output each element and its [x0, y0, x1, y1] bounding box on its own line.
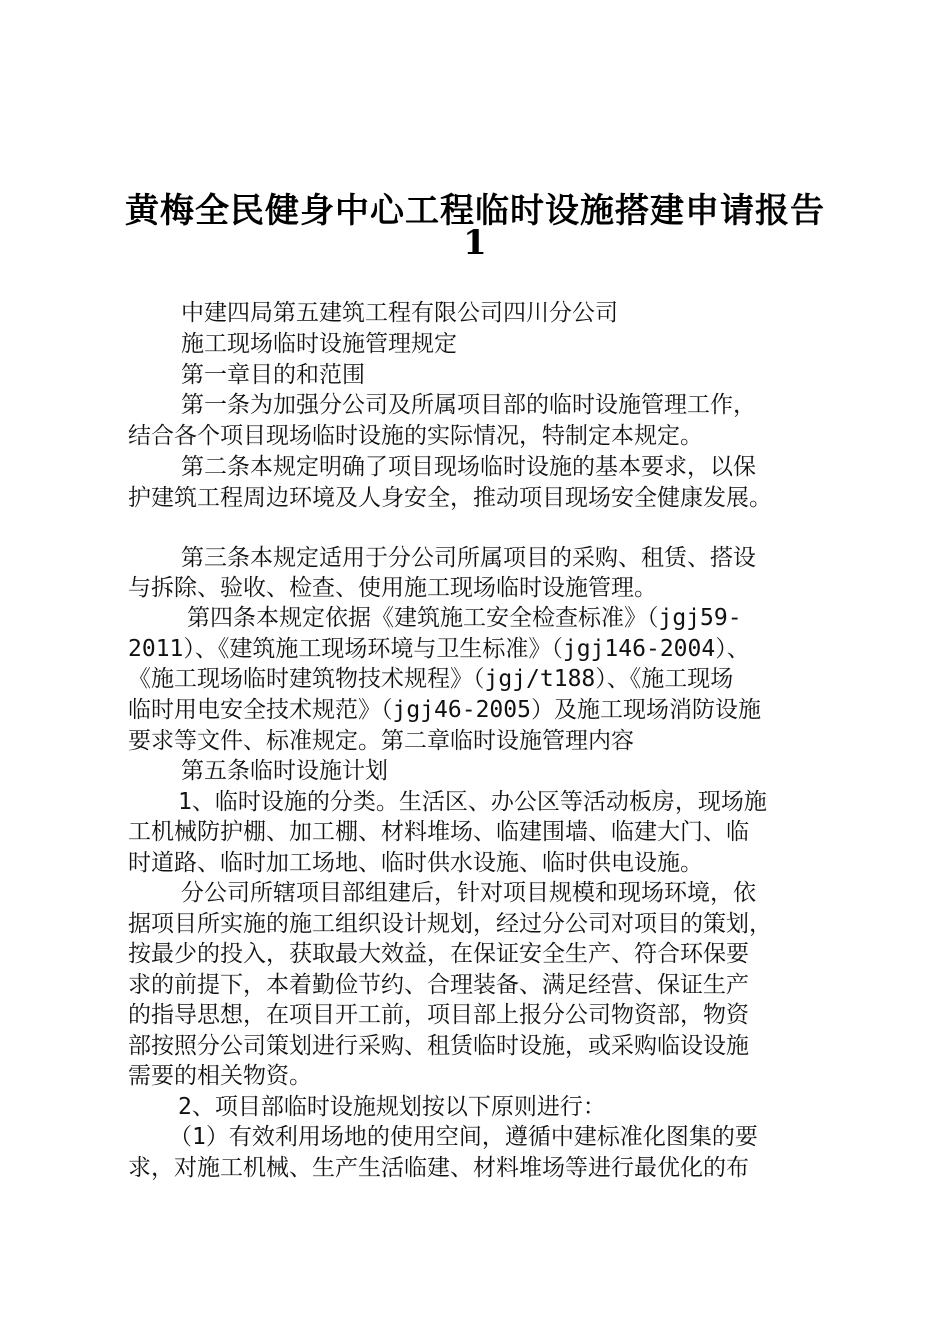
text-line: 与拆除、验收、检查、使用施工现场临时设施管理。 — [128, 575, 657, 601]
text-line: 《施工现场临时建筑物技术规程》（jgj/t188）、《施工现场 — [128, 666, 734, 692]
text-line: 护建筑工程周边环境及人身安全，推动项目现场安全健康发展。 — [128, 485, 772, 511]
text-line: 需要的相关物资。 — [128, 1063, 312, 1089]
text-line: 结合各个项目现场临时设施的实际情况，特制定本规定。 — [128, 423, 703, 449]
document-title: 黄梅全民健身中心工程临时设施搭建申请报告 — [125, 191, 825, 231]
text-line: 第四条本规定依据《建筑施工安全检查标准》（jgj59- — [187, 605, 742, 631]
text-line: 1、临时设施的分类。生活区、办公区等活动板房，现场施 — [178, 789, 767, 815]
text-line: 按最少的投入，获取最大效益，在保证安全生产、符合环保要 — [128, 941, 749, 967]
text-line: 据项目所实施的施工组织设计规划，经过分公司对项目的策划， — [128, 911, 772, 937]
text-line: 部按照分公司策划进行采购、租赁临时设施，或采购临设设施 — [128, 1033, 749, 1059]
text-line: 时道路、临时加工场地、临时供水设施、临时供电设施。 — [128, 850, 703, 876]
text-line: 2011）、《建筑施工现场环境与卫生标准》（jgj146-2004）、 — [128, 636, 750, 662]
text-line: 施工现场临时设施管理规定 — [181, 331, 457, 357]
text-line: 分公司所辖项目部组建后，针对项目规模和现场环境，依 — [181, 880, 756, 906]
text-line: 2、项目部临时设施规划按以下原则进行： — [178, 1094, 606, 1120]
text-line: 求，对施工机械、生产生活临建、材料堆场等进行最优化的布 — [128, 1155, 749, 1181]
text-line: 要求等文件、标准规定。第二章临时设施管理内容 — [128, 728, 634, 754]
text-line: 中建四局第五建筑工程有限公司四川分公司 — [181, 300, 618, 326]
text-line: 第三条本规定适用于分公司所属项目的采购、租赁、搭设 — [181, 545, 756, 571]
text-line: 工机械防护棚、加工棚、材料堆场、临建围墙、临建大门、临 — [128, 819, 749, 845]
text-line: 第一章目的和范围 — [181, 362, 365, 388]
text-line: 第五条临时设施计划 — [181, 758, 388, 784]
text-line: （1）有效利用场地的使用空间，遵循中建标准化图集的要 — [169, 1124, 758, 1150]
text-line: 临时用电安全技术规范》（jgj46-2005）及施工现场消防设施 — [128, 697, 761, 723]
text-line: 第一条为加强分公司及所属项目部的临时设施管理工作， — [181, 392, 756, 418]
document-title-number: 1 — [463, 223, 487, 263]
text-line: 的指导思想，在项目开工前，项目部上报分公司物资部，物资 — [128, 1002, 749, 1028]
text-line: 第二条本规定明确了项目现场临时设施的基本要求，以保 — [181, 454, 756, 480]
text-line: 求的前提下，本着勤俭节约、合理装备、满足经营、保证生产 — [128, 972, 749, 998]
